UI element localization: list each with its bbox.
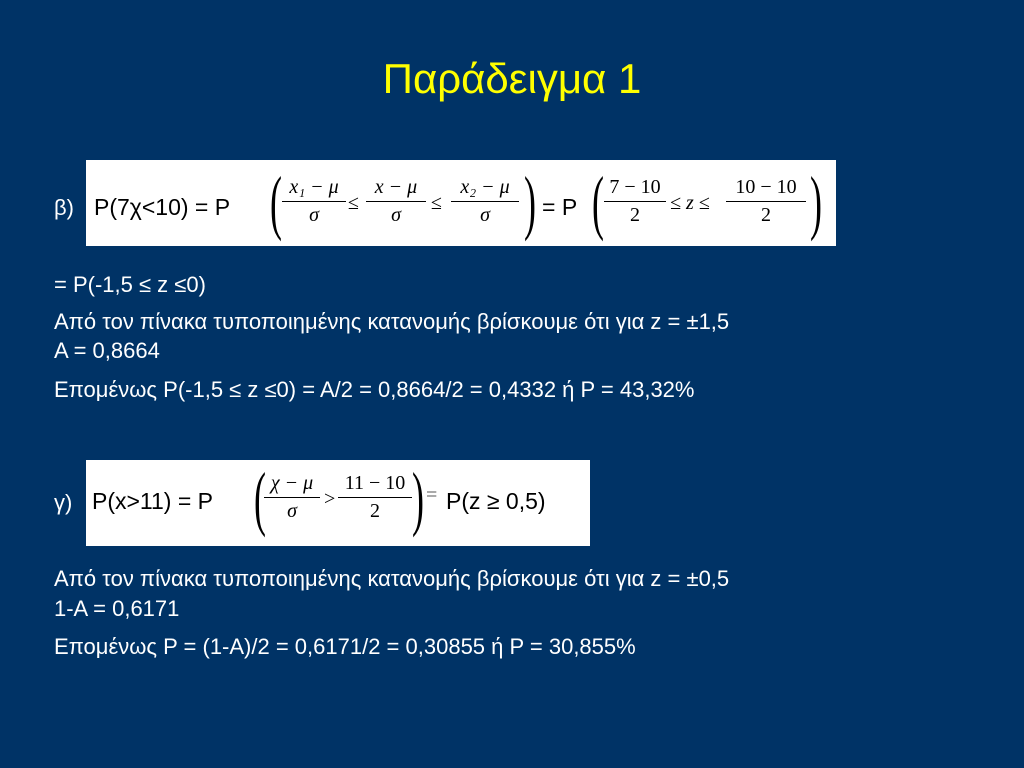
fraction-numerator: x − μ xyxy=(374,176,418,198)
part-c-label: γ) xyxy=(54,490,73,515)
fraction-bar xyxy=(264,497,320,498)
paren-close: ) xyxy=(523,162,536,242)
fraction-denominator: σ xyxy=(480,204,490,226)
fraction-x-mu xyxy=(366,176,426,227)
formula-b-eq-p: = P xyxy=(542,194,578,220)
part-b-line-2: Από τον πίνακα τυποποιημένης κατανομής βρίσκουμε ότι για z = ±1,5 xyxy=(54,309,730,334)
fraction-bar xyxy=(338,497,412,498)
fraction-bar xyxy=(366,201,426,202)
part-b-line-3: A = 0,8664 xyxy=(54,338,160,363)
fraction-denominator: σ xyxy=(309,204,319,226)
slide-title: Παράδειγμα 1 xyxy=(382,55,642,102)
equals-symbol: = xyxy=(426,484,438,506)
formula-box-b xyxy=(86,160,836,246)
part-c-line-1: Από τον πίνακα τυποποιημένης κατανομής βρίσκουμε ότι για z = ±0,5 xyxy=(54,566,730,591)
fraction-bar xyxy=(282,201,346,202)
formula-b-lhs: P(7χ<10) = P xyxy=(94,194,231,220)
fraction-x1-mu xyxy=(282,176,346,227)
fraction-denominator: 2 xyxy=(761,204,771,226)
part-c-line-3: Επομένως P = (1-A)/2 = 0,6171/2 = 0,30855 ή P = 30,855% xyxy=(54,634,636,659)
part-b-label: β) xyxy=(54,195,74,220)
leq-symbol: ≤ xyxy=(348,192,359,214)
fraction-denominator: 2 xyxy=(370,500,380,522)
fraction-denominator: σ xyxy=(391,204,401,226)
part-b-line-4: Επομένως P(-1,5 ≤ z ≤0) = A/2 = 0,8664/2 = 0,4332 ή P = 43,32% xyxy=(54,377,695,402)
fraction-denominator: 2 xyxy=(630,204,640,226)
fraction-numerator: 11 − 10 xyxy=(344,472,406,494)
formula-c-rhs: P(z ≥ 0,5) xyxy=(446,488,546,514)
fraction-bar xyxy=(451,201,519,202)
leq-symbol: ≤ xyxy=(431,192,442,214)
formula-c-lhs: P(x>11) = P xyxy=(92,488,214,514)
fraction-numerator: χ − μ xyxy=(270,472,314,494)
gt-symbol: > xyxy=(324,488,336,510)
paren-open: ( xyxy=(269,162,282,242)
fraction-numerator: 10 − 10 xyxy=(735,176,797,198)
formula-box-c xyxy=(86,460,590,546)
fraction-bar xyxy=(726,201,806,202)
fraction-11-minus-10 xyxy=(338,472,412,523)
fraction-numerator: x₁ − μ xyxy=(289,176,339,198)
fraction-bar xyxy=(604,201,666,202)
part-c-line-2: 1-A = 0,6171 xyxy=(54,596,180,621)
z-inequality: ≤ z ≤ xyxy=(670,192,710,214)
paren-close: ) xyxy=(411,458,424,538)
part-b-line-1: = P(-1,5 ≤ z ≤0) xyxy=(54,272,206,297)
fraction-7-minus-10 xyxy=(604,176,666,227)
fraction-numerator: x₂ − μ xyxy=(460,176,510,198)
paren-open: ( xyxy=(591,162,604,242)
paren-open: ( xyxy=(253,458,266,538)
paren-close: ) xyxy=(809,162,822,242)
fraction-numerator: 7 − 10 xyxy=(609,176,661,198)
fraction-x2-mu xyxy=(451,176,519,227)
fraction-denominator: σ xyxy=(287,500,297,522)
fraction-10-minus-10 xyxy=(726,176,806,227)
fraction-chi-mu xyxy=(264,472,320,523)
